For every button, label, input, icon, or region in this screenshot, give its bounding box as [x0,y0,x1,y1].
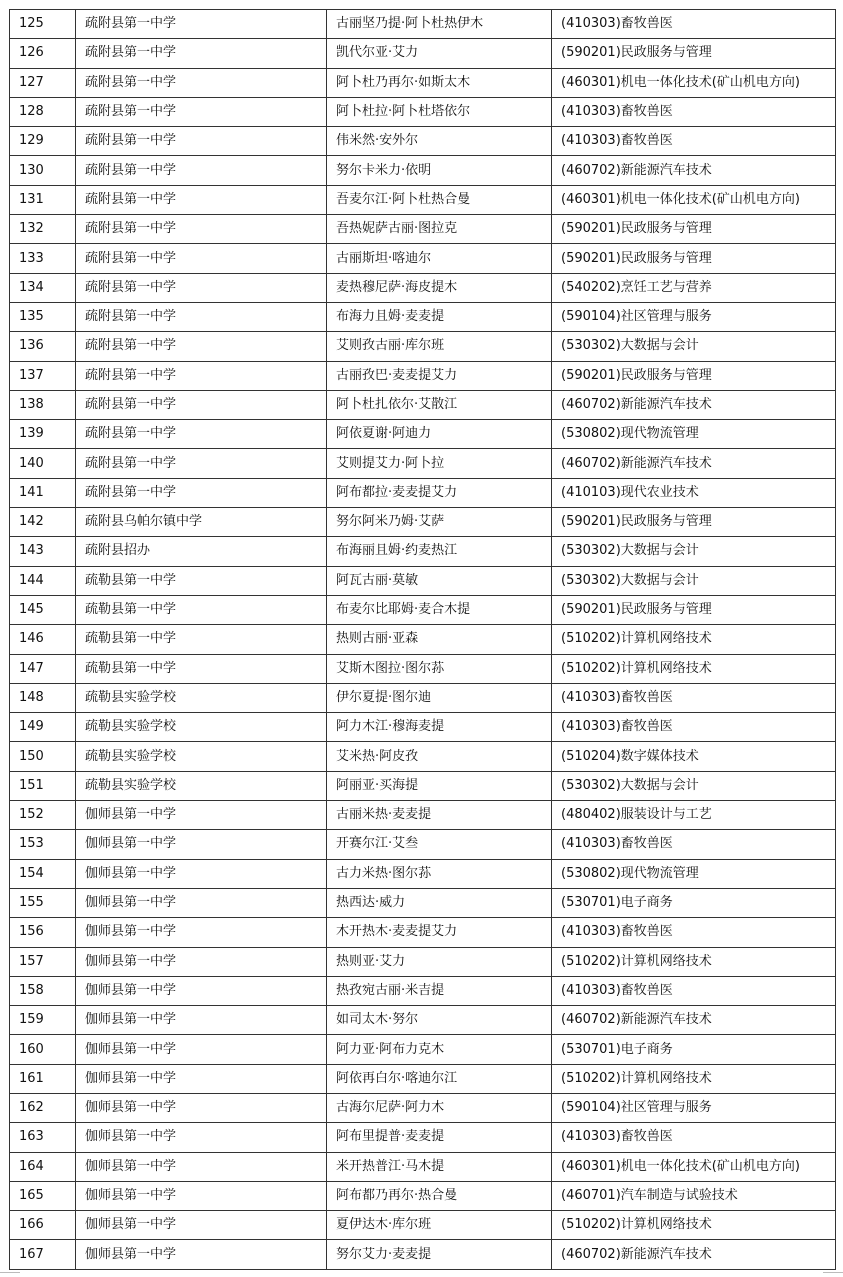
student-name-cell: 开赛尔江·艾叁 [327,830,552,859]
table-row [10,449,836,478]
school-cell: 疏勒县第一中学 [76,595,327,624]
student-name-cell: 米开热普江·马木提 [327,1152,552,1181]
row-number: 157 [10,947,76,976]
school-cell: 疏附县第一中学 [76,97,327,126]
school-cell: 伽师县第一中学 [76,1240,327,1269]
major-cell: (590201)民政服务与管理 [552,215,836,244]
table-row [10,68,836,97]
row-number: 150 [10,742,76,771]
major-cell: (510202)计算机网络技术 [552,625,836,654]
student-name-cell: 吾热妮萨古丽·图拉克 [327,215,552,244]
table-row [10,771,836,800]
student-name-cell: 热西达·威力 [327,888,552,917]
major-cell: (530701)电子商务 [552,888,836,917]
row-number: 159 [10,1006,76,1035]
major-cell: (510202)计算机网络技术 [552,1211,836,1240]
row-number: 164 [10,1152,76,1181]
school-cell: 疏附县第一中学 [76,420,327,449]
table-row [10,830,836,859]
student-name-cell: 古力米热·图尔荪 [327,859,552,888]
school-cell: 疏勒县第一中学 [76,566,327,595]
major-cell: (460702)新能源汽车技术 [552,1006,836,1035]
table-row [10,10,836,39]
row-number: 158 [10,976,76,1005]
major-cell: (530302)大数据与会计 [552,537,836,566]
major-cell: (480402)服装设计与工艺 [552,801,836,830]
row-number: 143 [10,537,76,566]
school-cell: 疏附县招办 [76,537,327,566]
table-row [10,976,836,1005]
page-edge-left [0,1272,20,1273]
table-row [10,595,836,624]
major-cell: (590201)民政服务与管理 [552,39,836,68]
school-cell: 疏附县第一中学 [76,332,327,361]
major-cell: (510202)计算机网络技术 [552,1064,836,1093]
student-name-cell: 艾米热·阿皮孜 [327,742,552,771]
school-cell: 疏勒县实验学校 [76,771,327,800]
school-cell: 疏附县第一中学 [76,10,327,39]
major-cell: (410303)畜牧兽医 [552,1123,836,1152]
school-cell: 疏附县第一中学 [76,39,327,68]
row-number: 160 [10,1035,76,1064]
table-row [10,185,836,214]
row-number: 146 [10,625,76,654]
school-cell: 疏勒县第一中学 [76,654,327,683]
major-cell: (410303)畜牧兽医 [552,97,836,126]
student-name-cell: 布海丽且姆·约麦热江 [327,537,552,566]
row-number: 153 [10,830,76,859]
table-row [10,801,836,830]
major-cell: (510202)计算机网络技术 [552,654,836,683]
school-cell: 伽师县第一中学 [76,1064,327,1093]
row-number: 147 [10,654,76,683]
row-number: 125 [10,10,76,39]
row-number: 139 [10,420,76,449]
row-number: 137 [10,361,76,390]
major-cell: (460702)新能源汽车技术 [552,390,836,419]
student-name-cell: 阿丽亚·买海提 [327,771,552,800]
major-cell: (460702)新能源汽车技术 [552,449,836,478]
major-cell: (410103)现代农业技术 [552,478,836,507]
row-number: 148 [10,683,76,712]
major-cell: (410303)畜牧兽医 [552,713,836,742]
table-row [10,332,836,361]
major-cell: (410303)畜牧兽医 [552,830,836,859]
school-cell: 疏附县第一中学 [76,244,327,273]
student-name-cell: 布麦尔比耶姆·麦合木提 [327,595,552,624]
table-body [10,10,836,1270]
school-cell: 疏附县第一中学 [76,302,327,331]
major-cell: (540202)烹饪工艺与营养 [552,273,836,302]
row-number: 133 [10,244,76,273]
school-cell: 疏附县第一中学 [76,127,327,156]
table-row [10,1181,836,1210]
major-cell: (460301)机电一体化技术(矿山机电方向) [552,1152,836,1181]
major-cell: (530701)电子商务 [552,1035,836,1064]
table-row [10,1211,836,1240]
row-number: 131 [10,185,76,214]
school-cell: 疏附县第一中学 [76,156,327,185]
row-number: 144 [10,566,76,595]
school-cell: 伽师县第一中学 [76,1006,327,1035]
table-row [10,918,836,947]
student-name-cell: 古丽米热·麦麦提 [327,801,552,830]
major-cell: (590201)民政服务与管理 [552,244,836,273]
school-cell: 疏附县第一中学 [76,361,327,390]
table-row [10,859,836,888]
row-number: 132 [10,215,76,244]
row-number: 161 [10,1064,76,1093]
student-name-cell: 阿布里提普·麦麦提 [327,1123,552,1152]
major-cell: (460701)汽车制造与试验技术 [552,1181,836,1210]
student-name-cell: 阿布都拉·麦麦提艾力 [327,478,552,507]
table-row [10,1123,836,1152]
school-cell: 伽师县第一中学 [76,801,327,830]
student-name-cell: 努尔阿米乃姆·艾萨 [327,508,552,537]
table-row [10,888,836,917]
school-cell: 伽师县第一中学 [76,859,327,888]
student-name-cell: 努尔卡米力·依明 [327,156,552,185]
table-row [10,537,836,566]
table-row [10,566,836,595]
row-number: 145 [10,595,76,624]
table-row [10,1064,836,1093]
major-cell: (410303)畜牧兽医 [552,683,836,712]
table-row [10,97,836,126]
school-cell: 伽师县第一中学 [76,1181,327,1210]
student-name-cell: 热则亚·艾力 [327,947,552,976]
school-cell: 疏勒县实验学校 [76,683,327,712]
student-name-cell: 木开热木·麦麦提艾力 [327,918,552,947]
table-row [10,625,836,654]
row-number: 154 [10,859,76,888]
row-number: 167 [10,1240,76,1269]
student-name-cell: 艾斯木图拉·图尔荪 [327,654,552,683]
school-cell: 伽师县第一中学 [76,976,327,1005]
table-row [10,215,836,244]
major-cell: (410303)畜牧兽医 [552,918,836,947]
table-row [10,713,836,742]
row-number: 138 [10,390,76,419]
major-cell: (460702)新能源汽车技术 [552,156,836,185]
table-row [10,361,836,390]
school-cell: 疏附县第一中学 [76,449,327,478]
student-name-cell: 夏伊达木·库尔班 [327,1211,552,1240]
school-cell: 疏附县第一中学 [76,273,327,302]
school-cell: 伽师县第一中学 [76,1152,327,1181]
table-row [10,683,836,712]
row-number: 127 [10,68,76,97]
school-cell: 伽师县第一中学 [76,918,327,947]
student-name-cell: 热孜宛古丽·米吉提 [327,976,552,1005]
major-cell: (410303)畜牧兽医 [552,127,836,156]
student-name-cell: 热则古丽·亚森 [327,625,552,654]
row-number: 163 [10,1123,76,1152]
student-name-cell: 阿卜杜扎依尔·艾散江 [327,390,552,419]
table-row [10,742,836,771]
row-number: 166 [10,1211,76,1240]
student-name-cell: 伊尔夏提·图尔迪 [327,683,552,712]
table-row [10,508,836,537]
student-name-cell: 艾则孜古丽·库尔班 [327,332,552,361]
major-cell: (410303)畜牧兽医 [552,976,836,1005]
row-number: 151 [10,771,76,800]
row-number: 140 [10,449,76,478]
table-row [10,156,836,185]
school-cell: 伽师县第一中学 [76,1093,327,1122]
row-number: 156 [10,918,76,947]
student-name-cell: 阿瓦古丽·莫敏 [327,566,552,595]
row-number: 149 [10,713,76,742]
table-row [10,244,836,273]
student-name-cell: 阿依夏谢·阿迪力 [327,420,552,449]
table-row [10,1152,836,1181]
row-number: 136 [10,332,76,361]
student-name-cell: 布海力且姆·麦麦提 [327,302,552,331]
major-cell: (530302)大数据与会计 [552,771,836,800]
school-cell: 疏附县第一中学 [76,68,327,97]
student-name-cell: 古丽斯坦·喀迪尔 [327,244,552,273]
admission-list-sheet [9,9,835,1270]
row-number: 141 [10,478,76,507]
school-cell: 伽师县第一中学 [76,888,327,917]
table-row [10,127,836,156]
student-name-cell: 麦热穆尼萨·海皮提木 [327,273,552,302]
school-cell: 疏附县乌帕尔镇中学 [76,508,327,537]
school-cell: 疏附县第一中学 [76,478,327,507]
school-cell: 疏附县第一中学 [76,390,327,419]
school-cell: 伽师县第一中学 [76,830,327,859]
table-row [10,1093,836,1122]
school-cell: 伽师县第一中学 [76,1211,327,1240]
row-number: 152 [10,801,76,830]
table-row [10,947,836,976]
school-cell: 疏勒县实验学校 [76,713,327,742]
school-cell: 伽师县第一中学 [76,947,327,976]
major-cell: (530802)现代物流管理 [552,859,836,888]
row-number: 130 [10,156,76,185]
student-name-cell: 阿依再白尔·喀迪尔江 [327,1064,552,1093]
student-name-cell: 古海尔尼萨·阿力木 [327,1093,552,1122]
table-row [10,1006,836,1035]
table-row [10,1035,836,1064]
student-name-cell: 阿卜杜拉·阿卜杜塔依尔 [327,97,552,126]
row-number: 162 [10,1093,76,1122]
row-number: 142 [10,508,76,537]
student-name-cell: 阿卜杜乃再尔·如斯太木 [327,68,552,97]
table-row [10,390,836,419]
table-row [10,654,836,683]
page-edge-right [823,1272,843,1273]
major-cell: (460301)机电一体化技术(矿山机电方向) [552,68,836,97]
school-cell: 伽师县第一中学 [76,1035,327,1064]
major-cell: (530802)现代物流管理 [552,420,836,449]
student-name-cell: 吾麦尔江·阿卜杜热合曼 [327,185,552,214]
row-number: 155 [10,888,76,917]
school-cell: 疏勒县实验学校 [76,742,327,771]
table-row [10,302,836,331]
major-cell: (460702)新能源汽车技术 [552,1240,836,1269]
student-name-cell: 古丽坚乃提·阿卜杜热伊木 [327,10,552,39]
major-cell: (590201)民政服务与管理 [552,361,836,390]
major-cell: (530302)大数据与会计 [552,332,836,361]
student-name-cell: 阿力亚·阿布力克木 [327,1035,552,1064]
row-number: 129 [10,127,76,156]
student-name-cell: 阿布都乃再尔·热合曼 [327,1181,552,1210]
row-number: 128 [10,97,76,126]
table-row [10,1240,836,1269]
table-row [10,478,836,507]
table-row [10,273,836,302]
school-cell: 伽师县第一中学 [76,1123,327,1152]
student-name-cell: 艾则提艾力·阿卜拉 [327,449,552,478]
major-cell: (590104)社区管理与服务 [552,302,836,331]
row-number: 134 [10,273,76,302]
student-name-cell: 古丽孜巴·麦麦提艾力 [327,361,552,390]
school-cell: 疏勒县第一中学 [76,625,327,654]
student-name-cell: 阿力木江·穆海麦提 [327,713,552,742]
school-cell: 疏附县第一中学 [76,215,327,244]
major-cell: (590201)民政服务与管理 [552,595,836,624]
student-name-cell: 凯代尔亚·艾力 [327,39,552,68]
row-number: 165 [10,1181,76,1210]
school-cell: 疏附县第一中学 [76,185,327,214]
row-number: 126 [10,39,76,68]
major-cell: (510202)计算机网络技术 [552,947,836,976]
student-name-cell: 伟米然·安外尔 [327,127,552,156]
major-cell: (530302)大数据与会计 [552,566,836,595]
student-name-cell: 努尔艾力·麦麦提 [327,1240,552,1269]
major-cell: (410303)畜牧兽医 [552,10,836,39]
major-cell: (510204)数字媒体技术 [552,742,836,771]
table-row [10,39,836,68]
table-row [10,420,836,449]
major-cell: (590104)社区管理与服务 [552,1093,836,1122]
major-cell: (460301)机电一体化技术(矿山机电方向) [552,185,836,214]
row-number: 135 [10,302,76,331]
major-cell: (590201)民政服务与管理 [552,508,836,537]
student-name-cell: 如司太木·努尔 [327,1006,552,1035]
admission-table [9,9,836,1270]
